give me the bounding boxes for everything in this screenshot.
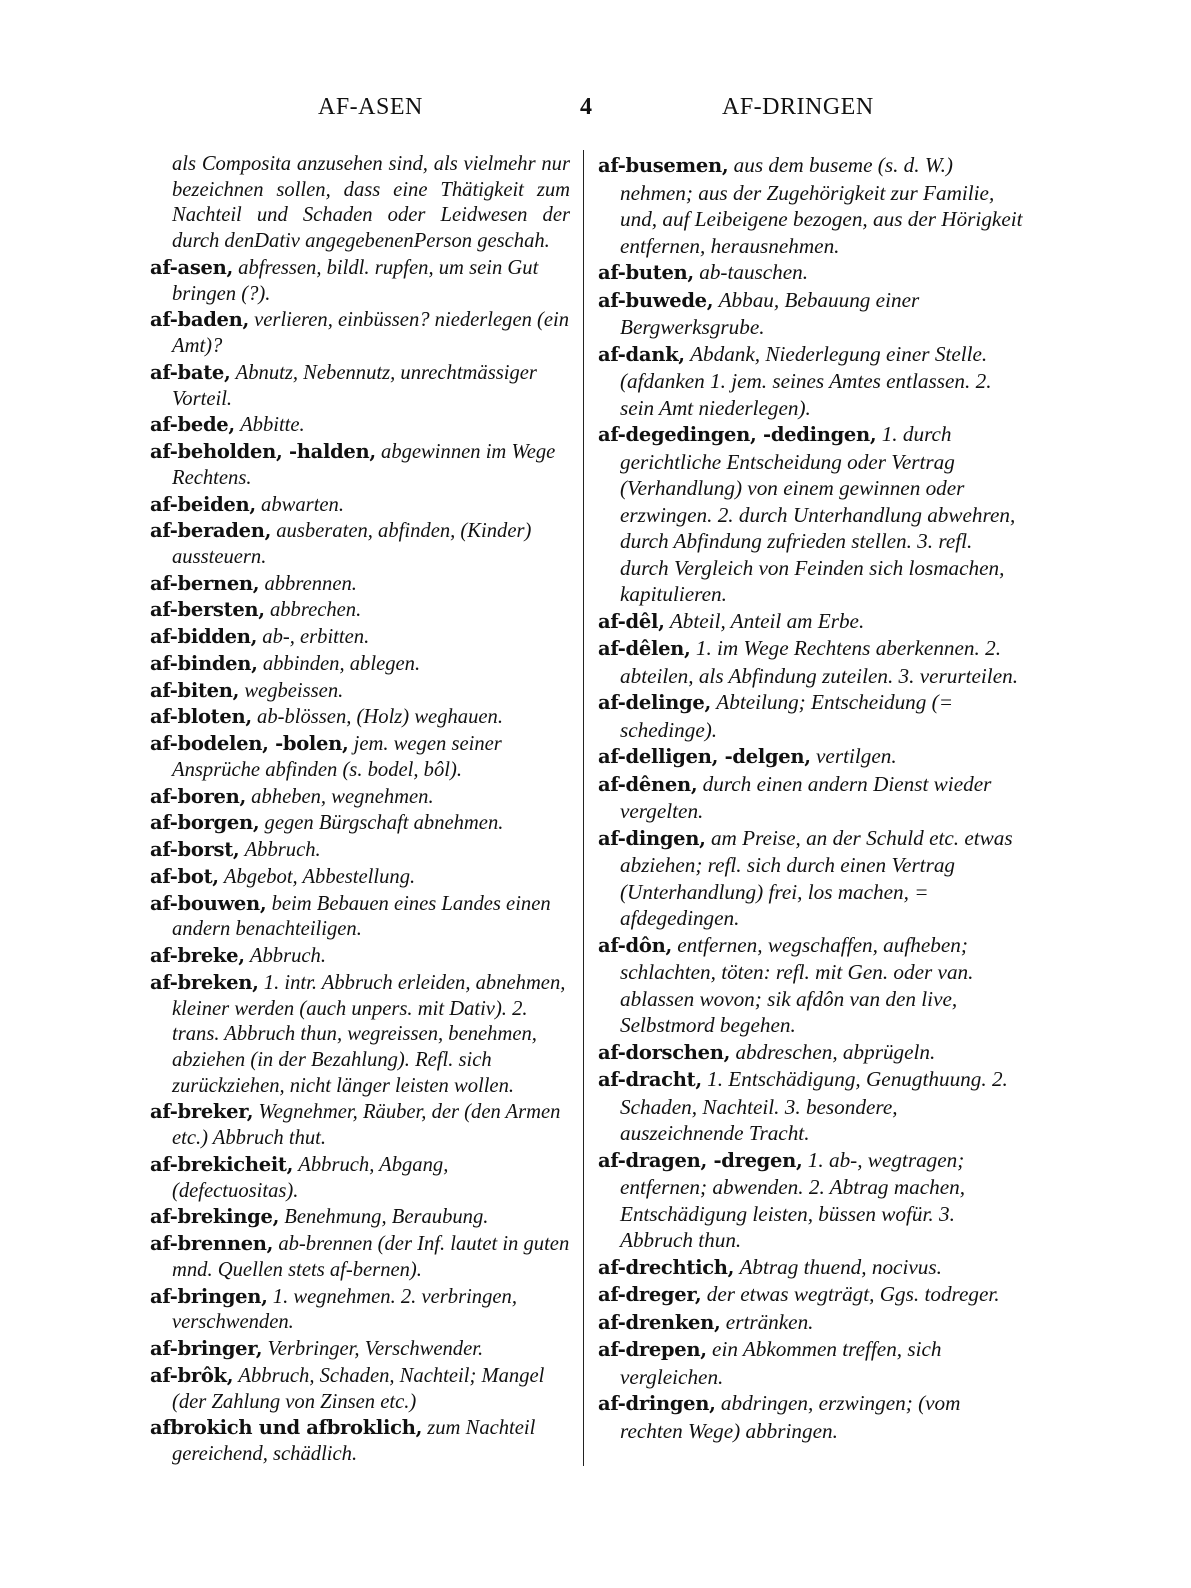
dictionary-entry [598, 1390, 1026, 1444]
dictionary-entry [598, 689, 1026, 743]
entry-definition: abdringen, erzwingen; (vom rechten Wege) abbringen. [620, 1391, 961, 1443]
page-number: 4 [580, 94, 593, 120]
entry-definition: 1. intr. Abbruch erleiden, abnehmen, kleiner werden (auch unpers. mit Dativ). 2. trans. Abbruch thun, wegreissen, benehmen, abziehen (in der Bezahlung). Refl. sich zurückziehen, nicht länger leisten wollen. [172, 971, 566, 1097]
dictionary-entry [150, 492, 570, 519]
entry-definition: durch einen andern Dienst wieder vergelten. [620, 771, 992, 823]
entry-headword: af-bringer, [150, 1337, 263, 1361]
dictionary-entry [598, 771, 1026, 825]
entry-headword: af-biten, [150, 678, 240, 702]
dictionary-entry [598, 1039, 1026, 1067]
dictionary-entry [598, 1309, 1026, 1337]
entry-headword: af-asen, [150, 255, 234, 279]
entry-definition: ab-, erbitten. [262, 626, 370, 649]
entry-headword: af-bringen, [150, 1284, 268, 1308]
entry-headword: af-bidden, [150, 625, 258, 649]
entry-definition: Abbruch, Abgang, (defectuositas). [172, 1153, 449, 1202]
entry-headword: af-dêlen, [598, 637, 691, 660]
dictionary-entry [150, 810, 570, 837]
entry-definition: Abgebot, Abbestellung. [223, 865, 416, 888]
dictionary-entry [598, 635, 1026, 689]
entry-headword: af-bede, [150, 413, 235, 437]
entry-headword: af-borgen, [150, 811, 260, 835]
dictionary-entry [598, 1254, 1026, 1282]
dictionary-entry [598, 287, 1026, 341]
entry-headword: af-dingen, [598, 826, 706, 850]
left-column [150, 152, 570, 1468]
dictionary-entry [150, 1231, 570, 1283]
entry-definition: abfressen, bildl. rupfen, um sein Gut bringen (?). [172, 256, 539, 305]
entry-definition: 1. Entschädigung, Genugthuung. 2. Schaden, Nachteil. 3. besondere, auszeichnende Tracht. [620, 1067, 1008, 1145]
entry-definition: Abbitte. [240, 414, 305, 437]
entry-headword: af-beholden, -halden, [150, 440, 376, 464]
entry-definition: 1. wegnehmen. 2. verbringen, verschwenden. [172, 1285, 517, 1334]
dictionary-entry [150, 943, 570, 970]
entry-headword: af-brennen, [150, 1232, 274, 1256]
entry-headword: af-breker, [150, 1100, 254, 1124]
header-right-guide-word: AF-DRINGEN [722, 94, 874, 120]
entry-headword: af-baden, [150, 308, 249, 332]
entry-definition: beim Bebauen eines Landes einen andern benachteiligen. [172, 892, 551, 941]
dictionary-entry [150, 784, 570, 811]
dictionary-entry [150, 1363, 570, 1415]
dictionary-entry [150, 439, 570, 491]
dictionary-entry [150, 255, 570, 307]
entry-definition: Abnutz, Nebennutz, unrechtmässiger Vorteil. [172, 361, 537, 410]
entry-definition: gegen Bürgschaft abnehmen. [264, 812, 504, 835]
entry-definition: Abtrag thuend, nocivus. [739, 1254, 942, 1279]
entry-headword: af-delligen, -delgen, [598, 745, 811, 768]
entry-headword: af-dôn, [598, 933, 672, 957]
entry-headword: af-degedingen, -dedingen, [598, 423, 877, 446]
dictionary-entry [150, 1204, 570, 1231]
dictionary-entry [598, 421, 1026, 608]
dictionary-entry [150, 731, 570, 783]
entry-headword: af-buwede, [598, 288, 714, 312]
dictionary-entry [150, 1284, 570, 1336]
dictionary-entry [150, 1415, 570, 1467]
entry-headword: af-brekicheit, [150, 1152, 294, 1176]
entry-headword: af-bernen, [150, 571, 260, 595]
entry-definition: Abbau, Bebauung einer Bergwerksgrube. [620, 287, 920, 339]
entry-definition: verlieren, einbüssen? niederlegen (ein Amt)? [172, 309, 570, 358]
entry-definition: Abteilung; Entscheidung (= schedinge). [620, 690, 954, 742]
entry-definition: 1. durch gerichtliche Entscheidung oder Vertrag (Verhandlung) von einem gewinnen oder erzwingen. 2. durch Unterhandlung abwehren, durch Abfindung zufrieden stellen. 3. refl. durch Vergleich von Feinden sich losmachen, kapitulieren. [620, 422, 1016, 606]
entry-headword: af-bloten, [150, 705, 252, 729]
dictionary-entry [150, 1099, 570, 1151]
entry-definition: zum Nachteil gereichend, schädlich. [172, 1417, 536, 1465]
dictionary-entry [598, 932, 1026, 1039]
entry-headword: af-drepen, [598, 1338, 707, 1361]
entry-definition: der etwas wegträgt, Ggs. todreger. [706, 1282, 1000, 1306]
dictionary-entry [150, 970, 570, 1100]
entry-headword: afbrokich und afbroklich, [150, 1416, 423, 1440]
entry-headword: af-beiden, [150, 492, 256, 516]
entry-headword: af-dank, [598, 342, 685, 366]
entry-definition: abbrennen. [264, 572, 357, 595]
column-divider [583, 150, 584, 1466]
dictionary-entry [150, 651, 570, 678]
entry-headword: af-bate, [150, 360, 231, 384]
entry-definition: ab-brennen (der Inf. lautet in guten mnd. Quellen stets af-bernen). [172, 1233, 570, 1281]
dictionary-entry [150, 1152, 570, 1204]
dictionary-entry [150, 678, 570, 705]
dictionary-entry [598, 1336, 1026, 1390]
entry-headword: af-dêl, [598, 609, 665, 633]
dictionary-entry [598, 1066, 1026, 1147]
entry-headword: af-bouwen, [150, 891, 267, 915]
entry-headword: af-bersten, [150, 598, 265, 622]
entry-definition: Benehmung, Beraubung. [284, 1206, 489, 1229]
entry-definition: ein Abkommen treffen, sich vergleichen. [620, 1337, 942, 1389]
dictionary-entry [150, 597, 570, 624]
dictionary-entry [598, 825, 1026, 932]
dictionary-entry [150, 891, 570, 943]
entry-headword: af-dreger, [598, 1283, 702, 1306]
left-entry-list [150, 255, 570, 1468]
dictionary-entry [150, 837, 570, 864]
entry-definition: abgewinnen im Wege Rechtens. [172, 441, 556, 489]
entry-headword: af-borst, [150, 838, 240, 862]
entry-headword: af-brekinge, [150, 1205, 280, 1229]
entry-definition: ab-blössen, (Holz) weghauen. [257, 706, 503, 729]
entry-definition: abdreschen, abprügeln. [735, 1039, 936, 1064]
entry-headword: af-drechtich, [598, 1255, 735, 1279]
entry-headword: af-dorschen, [598, 1040, 731, 1064]
entry-headword: af-busemen, [598, 154, 729, 177]
dictionary-entry [598, 1281, 1026, 1309]
running-header [0, 94, 1191, 134]
entry-definition: ab-tauschen. [699, 260, 809, 284]
entry-definition: wegbeissen. [244, 679, 344, 702]
entry-headword: af-boren, [150, 784, 247, 808]
dictionary-entry [150, 412, 570, 439]
entry-definition: Abteil, Anteil am Erbe. [669, 608, 865, 633]
entry-headword: af-beraden, [150, 519, 272, 543]
header-left-guide-word: AF-ASEN [318, 94, 423, 120]
entry-definition: Abbruch. [249, 945, 326, 968]
dictionary-entry [150, 360, 570, 412]
dictionary-entry [150, 704, 570, 731]
entry-definition: am Preise, an der Schuld etc. etwas abziehen; refl. sich durch einen Vertrag (Unterhandlung) frei, los machen, = afdegedingen. [620, 825, 1013, 930]
dictionary-entry [598, 608, 1026, 636]
entry-headword: af-drenken, [598, 1310, 721, 1334]
entry-definition: Abbruch. [244, 839, 321, 862]
entry-definition: 1. ab-, wegtragen; entfernen; abwenden. 2. Abtrag machen, Entschädigung leisten, büssen wofür. 3. Abbruch thun. [620, 1147, 966, 1252]
entry-definition: ertränken. [725, 1309, 814, 1334]
entry-definition: entfernen, wegschaffen, aufheben; schlachten, töten: refl. mit Gen. oder van. ablassen wovon; sik afdôn van den live, Selbstmord begehen. [620, 932, 974, 1037]
entry-headword: af-bot, [150, 864, 219, 888]
entry-definition: ausberaten, abfinden, (Kinder) aussteuern. [172, 520, 532, 569]
dictionary-entry [598, 152, 1026, 259]
entry-definition: 1. im Wege Rechtens aberkennen. 2. abteilen, als Abfindung zuteilen. 3. verurteilen. [620, 636, 1018, 688]
entry-headword: af-dracht, [598, 1068, 702, 1091]
dictionary-entry [598, 259, 1026, 287]
entry-headword: af-dragen, -dregen, [598, 1148, 803, 1172]
entry-headword: af-dênen, [598, 772, 698, 796]
continued-text: als Composita anzusehen sind, als vielmehr nur bezeichnen sollen, dass eine Thätigkeit zum Nachteil und Schaden oder Leidwesen der durch denDativ angegebenenPerson geschah. [172, 153, 570, 253]
entry-definition: Abbruch, Schaden, Nachteil; Mangel (der Zahlung von Zinsen etc.) [172, 1364, 545, 1413]
entry-headword: af-breke, [150, 944, 245, 968]
dictionary-entry [150, 571, 570, 598]
entry-definition: abbinden, ablegen. [262, 652, 421, 675]
right-column [598, 152, 1026, 1444]
entry-definition: abbrechen. [269, 599, 362, 622]
dictionary-entry [150, 624, 570, 651]
entry-definition: jem. wegen seiner Ansprüche abfinden (s. bodel, bôl). [172, 733, 502, 781]
dictionary-entry [598, 1147, 1026, 1254]
entry-headword: af-breken, [150, 970, 259, 994]
entry-headword: af-buten, [598, 261, 694, 284]
entry-headword: af-binden, [150, 651, 258, 675]
dictionary-entry [150, 864, 570, 891]
entry-definition: abheben, wegnehmen. [251, 785, 434, 808]
right-entry-list [598, 152, 1026, 1444]
dictionary-entry [598, 341, 1026, 422]
entry-headword: af-dringen, [598, 1392, 716, 1415]
entry-headword: af-bodelen, -bolen, [150, 732, 349, 756]
dictionary-entry [598, 743, 1026, 771]
entry-definition: Abdank, Niederlegung einer Stelle. (afdanken 1. jem. seines Amtes entlassen. 2. sein Amt niederlegen). [620, 341, 992, 420]
dictionary-entry [150, 1336, 570, 1363]
dictionary-entry [150, 518, 570, 570]
entry-definition: Verbringer, Verschwender. [267, 1338, 484, 1361]
entry-headword: af-delinge, [598, 691, 711, 714]
entry-definition: vertilgen. [816, 744, 897, 768]
entry-definition: abwarten. [261, 493, 344, 516]
dictionary-entry [150, 307, 570, 359]
entry-definition: Wegnehmer, Räuber, der (den Armen etc.) Abbruch thut. [172, 1101, 561, 1150]
entry-definition: aus dem buseme (s. d. W.) nehmen; aus der Zugehörigkeit zur Familie, und, auf Leibeigene bezogen, aus der Hörigkeit entfernen, herausnehmen. [620, 153, 1023, 258]
entry-headword: af-brôk, [150, 1363, 234, 1387]
